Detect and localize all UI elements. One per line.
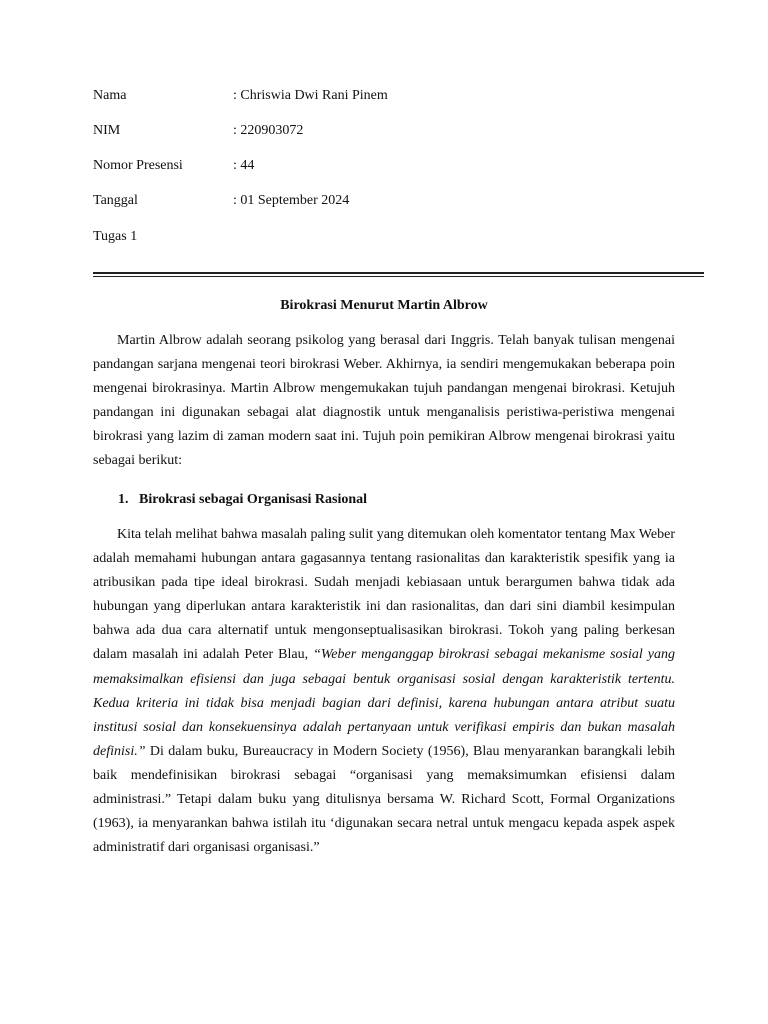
section-number: 1. xyxy=(118,492,129,507)
info-value: : 01 September 2024 xyxy=(233,193,350,208)
document-title: Birokrasi Menurut Martin Albrow xyxy=(280,298,488,313)
section-title: Birokrasi sebagai Organisasi Rasional xyxy=(139,492,368,507)
section-heading xyxy=(118,491,367,509)
info-row-date xyxy=(93,192,693,227)
assignment-label: Tugas 1 xyxy=(93,229,138,244)
info-label: Nomor Presensi xyxy=(93,158,183,173)
blau-quote: “Weber menganggap birokrasi sebagai mekanisme sosial yang memaksimalkan efisiensi dan juga sebagai bentuk organisasi sosial dengan karakteristik tertentu. Kedua kriteria ini tidak bisa menjadi bagian dari definisi, karena hubungan antara atribut suatu institusi sosial dan konsekuensinya adalah pertanyaan untuk verifikasi empiris dan bukan masalah definisi.” xyxy=(93,647,676,759)
paragraph-text-continued: Di dalam buku, Bureaucracy in Modern Society (1956), Blau menyarankan barangkali lebih baik mendefinisikan birokrasi sebagai “organisasi yang memaksimumkan efisiensi dalam administrasi.” Tetapi dalam buku yang ditulisnya bersama W. Richard Scott, Formal Organizations (1963), ia menyarankan bahwa istilah itu ‘digunakan secara netral untuk mengacu kepada aspek aspek administratif dari organisasi organisasi.” xyxy=(93,743,675,856)
paragraph-text: Kita telah melihat bahwa masalah paling sulit yang ditemukan oleh komentator tentang Max Weber adalah memahami hubungan antara gagasannya tentang rasionalitas dan karakteristik spesifik yang ia atribusikan pada tipe ideal birokrasi. Sudah menjadi kebiasaan untuk berargumen bahwa tidak ada hubungan yang diperlukan antara karakteristik ini dan rasionalitas, dan dari sini diambil kesimpulan bahwa ada dua cara alternatif untuk mengonseptualisasikan birokrasi. Tokoh yang paling berkesan dalam masalah ini adalah Peter Blau, xyxy=(93,527,675,663)
divider-thick xyxy=(93,272,704,274)
section-paragraph xyxy=(93,523,675,860)
info-label: Tanggal xyxy=(93,193,138,208)
info-label: NIM xyxy=(93,123,121,138)
intro-paragraph: Martin Albrow adalah seorang psikolog yang berasal dari Inggris. Telah banyak tulisan mengenai pandangan sarjana mengenai teori birokrasi Weber. Akhirnya, ia sendiri mengemukakan beberapa poin mengenai birokrasinya. Martin Albrow mengemukakan tujuh pandangan mengenai birokrasi. Ketujuh pandangan ini digunakan sebagai alat diagnostik untuk menganalisis peristiwa-peristiwa mengenai birokrasi yang lazim di zaman modern saat ini. Tujuh poin pemikiran Albrow mengenai birokrasi yaitu sebagai berikut: xyxy=(93,333,675,469)
info-value: : 44 xyxy=(233,158,255,173)
info-label: Nama xyxy=(93,88,127,103)
divider-thin xyxy=(93,276,704,277)
info-row-presensi xyxy=(93,157,693,192)
info-row-name xyxy=(93,87,693,122)
student-info xyxy=(93,87,693,227)
info-value: : Chriswia Dwi Rani Pinem xyxy=(233,88,388,103)
info-row-nim xyxy=(93,122,693,157)
info-value: : 220903072 xyxy=(233,123,304,138)
